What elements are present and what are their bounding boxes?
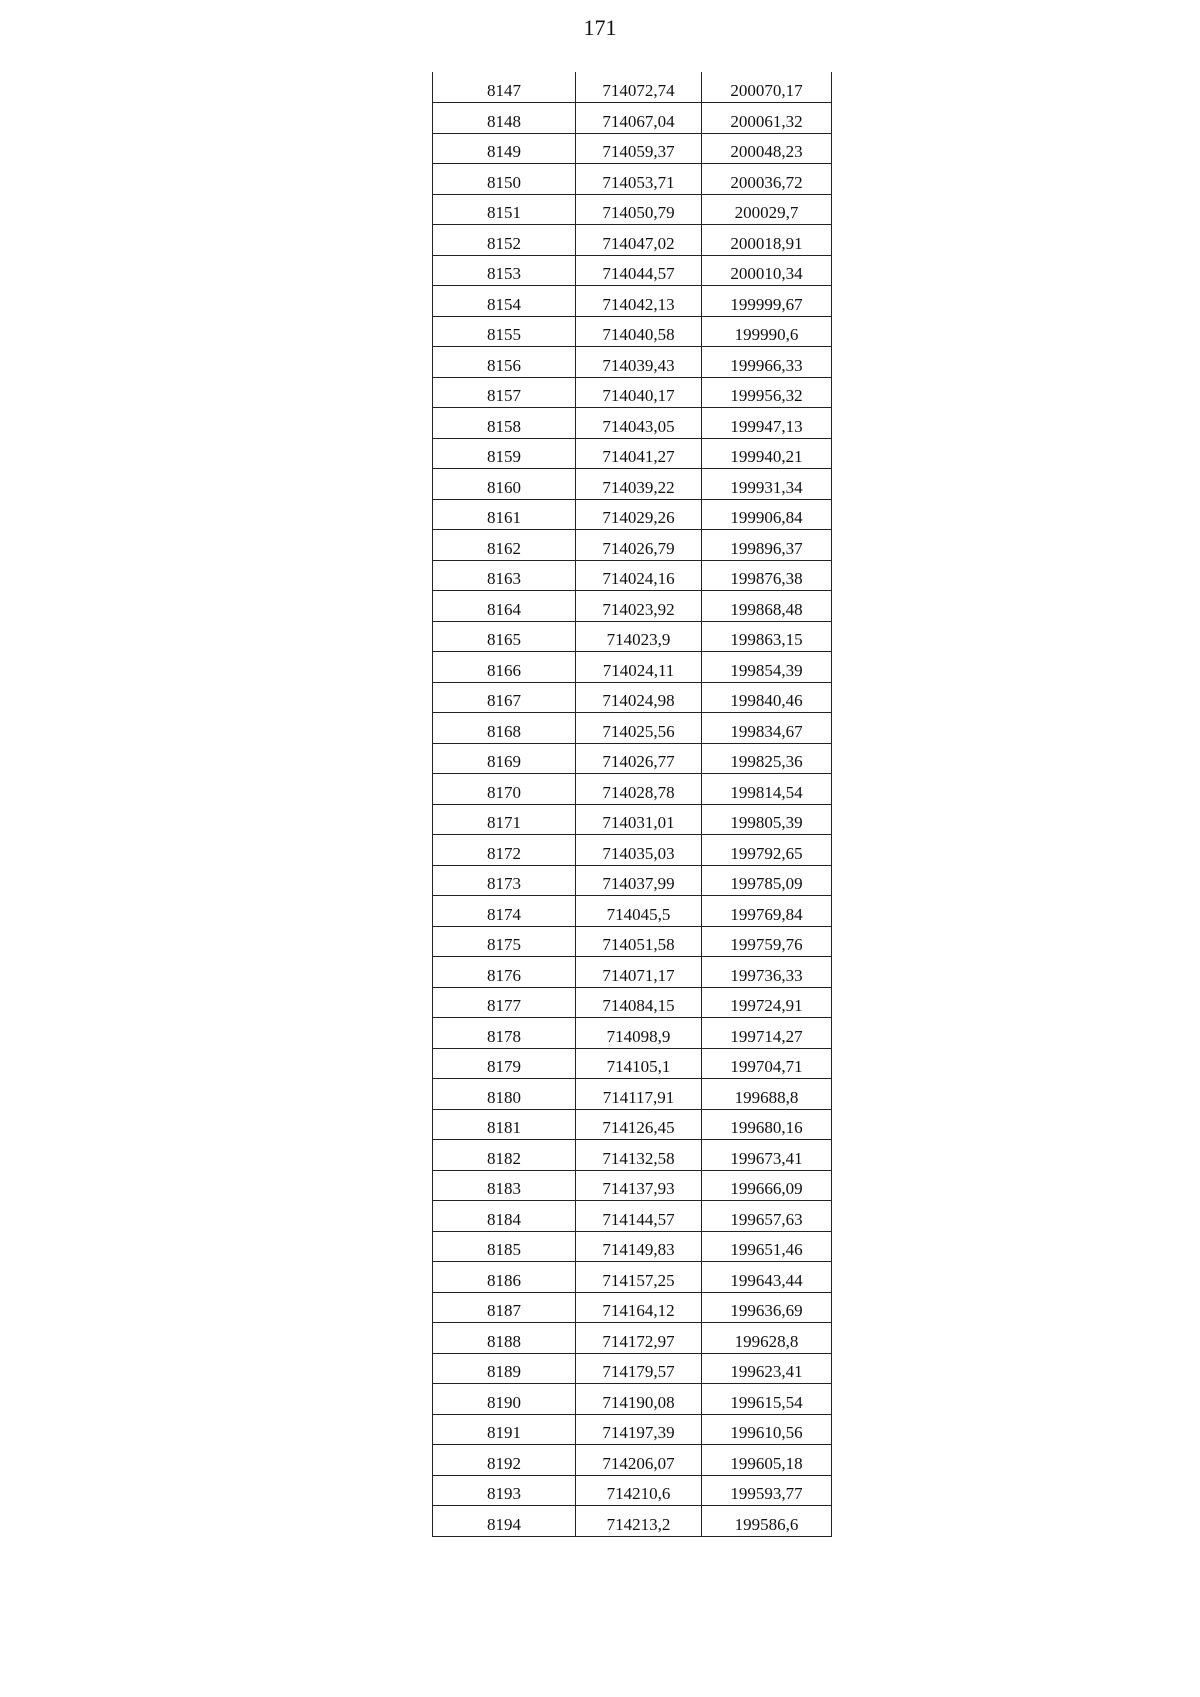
- x-coordinate-cell: 714044,57: [576, 255, 702, 286]
- y-coordinate-cell: 199759,76: [702, 926, 832, 957]
- x-coordinate-cell: 714026,77: [576, 743, 702, 774]
- point-number-cell: 8149: [433, 133, 576, 164]
- table-row: [433, 255, 832, 286]
- coordinates-table-body: [433, 72, 832, 1536]
- page-number: 171: [583, 15, 617, 40]
- table-row: [433, 194, 832, 225]
- x-coordinate-cell: 714072,74: [576, 72, 702, 103]
- table-row: [433, 316, 832, 347]
- x-coordinate-cell: 714132,58: [576, 1140, 702, 1171]
- y-coordinate-cell: 199966,33: [702, 347, 832, 378]
- y-coordinate-cell: 200010,34: [702, 255, 832, 286]
- table-row: [433, 1079, 832, 1110]
- y-coordinate-cell: 199680,16: [702, 1109, 832, 1140]
- x-coordinate-cell: 714023,9: [576, 621, 702, 652]
- point-number-cell: 8147: [433, 72, 576, 103]
- y-coordinate-cell: 199610,56: [702, 1414, 832, 1445]
- point-number-cell: 8164: [433, 591, 576, 622]
- table-row: [433, 1262, 832, 1293]
- table-row: [433, 1323, 832, 1354]
- table-row: [433, 835, 832, 866]
- table-row: [433, 164, 832, 195]
- point-number-cell: 8189: [433, 1353, 576, 1384]
- table-row: [433, 499, 832, 530]
- y-coordinate-cell: 199876,38: [702, 560, 832, 591]
- table-row: [433, 865, 832, 896]
- y-coordinate-cell: 199896,37: [702, 530, 832, 561]
- x-coordinate-cell: 714213,2: [576, 1506, 702, 1537]
- point-number-cell: 8160: [433, 469, 576, 500]
- x-coordinate-cell: 714050,79: [576, 194, 702, 225]
- point-number-cell: 8178: [433, 1018, 576, 1049]
- x-coordinate-cell: 714037,99: [576, 865, 702, 896]
- point-number-cell: 8153: [433, 255, 576, 286]
- point-number-cell: 8163: [433, 560, 576, 591]
- point-number-cell: 8188: [433, 1323, 576, 1354]
- table-row: [433, 1201, 832, 1232]
- y-coordinate-cell: 199586,6: [702, 1506, 832, 1537]
- y-coordinate-cell: 199666,09: [702, 1170, 832, 1201]
- x-coordinate-cell: 714031,01: [576, 804, 702, 835]
- y-coordinate-cell: 199840,46: [702, 682, 832, 713]
- y-coordinate-cell: 199736,33: [702, 957, 832, 988]
- x-coordinate-cell: 714035,03: [576, 835, 702, 866]
- x-coordinate-cell: 714041,27: [576, 438, 702, 469]
- y-coordinate-cell: 199805,39: [702, 804, 832, 835]
- table-row: [433, 438, 832, 469]
- y-coordinate-cell: 199643,44: [702, 1262, 832, 1293]
- y-coordinate-cell: 199724,91: [702, 987, 832, 1018]
- y-coordinate-cell: 200061,32: [702, 103, 832, 134]
- table-row: [433, 103, 832, 134]
- table-row: [433, 560, 832, 591]
- x-coordinate-cell: 714024,16: [576, 560, 702, 591]
- point-number-cell: 8192: [433, 1445, 576, 1476]
- x-coordinate-cell: 714098,9: [576, 1018, 702, 1049]
- x-coordinate-cell: 714051,58: [576, 926, 702, 957]
- x-coordinate-cell: 714025,56: [576, 713, 702, 744]
- x-coordinate-cell: 714164,12: [576, 1292, 702, 1323]
- table-row: [433, 804, 832, 835]
- y-coordinate-cell: 199947,13: [702, 408, 832, 439]
- y-coordinate-cell: 199605,18: [702, 1445, 832, 1476]
- point-number-cell: 8183: [433, 1170, 576, 1201]
- y-coordinate-cell: 199863,15: [702, 621, 832, 652]
- table-row: [433, 1292, 832, 1323]
- x-coordinate-cell: 714024,98: [576, 682, 702, 713]
- y-coordinate-cell: 199956,32: [702, 377, 832, 408]
- table-row: [433, 1231, 832, 1262]
- y-coordinate-cell: 200018,91: [702, 225, 832, 256]
- point-number-cell: 8179: [433, 1048, 576, 1079]
- y-coordinate-cell: 199769,84: [702, 896, 832, 927]
- table-row: [433, 1170, 832, 1201]
- point-number-cell: 8159: [433, 438, 576, 469]
- x-coordinate-cell: 714040,58: [576, 316, 702, 347]
- table-row: [433, 743, 832, 774]
- y-coordinate-cell: 199940,21: [702, 438, 832, 469]
- y-coordinate-cell: 200070,17: [702, 72, 832, 103]
- x-coordinate-cell: 714028,78: [576, 774, 702, 805]
- x-coordinate-cell: 714043,05: [576, 408, 702, 439]
- table-row: [433, 652, 832, 683]
- point-number-cell: 8155: [433, 316, 576, 347]
- point-number-cell: 8156: [433, 347, 576, 378]
- table-row: [433, 774, 832, 805]
- x-coordinate-cell: 714149,83: [576, 1231, 702, 1262]
- y-coordinate-cell: 199593,77: [702, 1475, 832, 1506]
- x-coordinate-cell: 714137,93: [576, 1170, 702, 1201]
- point-number-cell: 8150: [433, 164, 576, 195]
- y-coordinate-cell: 199834,67: [702, 713, 832, 744]
- y-coordinate-cell: 199615,54: [702, 1384, 832, 1415]
- y-coordinate-cell: 199623,41: [702, 1353, 832, 1384]
- table-row: [433, 1445, 832, 1476]
- x-coordinate-cell: 714071,17: [576, 957, 702, 988]
- y-coordinate-cell: 199688,8: [702, 1079, 832, 1110]
- table-row: [433, 621, 832, 652]
- point-number-cell: 8181: [433, 1109, 576, 1140]
- y-coordinate-cell: 199854,39: [702, 652, 832, 683]
- table-row: [433, 469, 832, 500]
- table-row: [433, 377, 832, 408]
- x-coordinate-cell: 714084,15: [576, 987, 702, 1018]
- table-row: [433, 1414, 832, 1445]
- table-row: [433, 926, 832, 957]
- table-row: [433, 530, 832, 561]
- table-row: [433, 1048, 832, 1079]
- point-number-cell: 8157: [433, 377, 576, 408]
- point-number-cell: 8151: [433, 194, 576, 225]
- x-coordinate-cell: 714179,57: [576, 1353, 702, 1384]
- point-number-cell: 8158: [433, 408, 576, 439]
- point-number-cell: 8162: [433, 530, 576, 561]
- x-coordinate-cell: 714026,79: [576, 530, 702, 561]
- point-number-cell: 8152: [433, 225, 576, 256]
- y-coordinate-cell: 199814,54: [702, 774, 832, 805]
- point-number-cell: 8167: [433, 682, 576, 713]
- y-coordinate-cell: 199785,09: [702, 865, 832, 896]
- x-coordinate-cell: 714210,6: [576, 1475, 702, 1506]
- x-coordinate-cell: 714039,43: [576, 347, 702, 378]
- table-row: [433, 72, 832, 103]
- x-coordinate-cell: 714029,26: [576, 499, 702, 530]
- x-coordinate-cell: 714042,13: [576, 286, 702, 317]
- table-row: [433, 1353, 832, 1384]
- y-coordinate-cell: 199651,46: [702, 1231, 832, 1262]
- table-row: [433, 987, 832, 1018]
- y-coordinate-cell: 199999,67: [702, 286, 832, 317]
- point-number-cell: 8166: [433, 652, 576, 683]
- point-number-cell: 8161: [433, 499, 576, 530]
- point-number-cell: 8175: [433, 926, 576, 957]
- point-number-cell: 8182: [433, 1140, 576, 1171]
- point-number-cell: 8180: [433, 1079, 576, 1110]
- table-row: [433, 1018, 832, 1049]
- point-number-cell: 8191: [433, 1414, 576, 1445]
- table-row: [433, 1140, 832, 1171]
- x-coordinate-cell: 714206,07: [576, 1445, 702, 1476]
- x-coordinate-cell: 714059,37: [576, 133, 702, 164]
- y-coordinate-cell: 199704,71: [702, 1048, 832, 1079]
- x-coordinate-cell: 714172,97: [576, 1323, 702, 1354]
- x-coordinate-cell: 714157,25: [576, 1262, 702, 1293]
- x-coordinate-cell: 714117,91: [576, 1079, 702, 1110]
- point-number-cell: 8176: [433, 957, 576, 988]
- y-coordinate-cell: 199868,48: [702, 591, 832, 622]
- y-coordinate-cell: 199931,34: [702, 469, 832, 500]
- point-number-cell: 8148: [433, 103, 576, 134]
- y-coordinate-cell: 199636,69: [702, 1292, 832, 1323]
- y-coordinate-cell: 199825,36: [702, 743, 832, 774]
- point-number-cell: 8185: [433, 1231, 576, 1262]
- point-number-cell: 8165: [433, 621, 576, 652]
- x-coordinate-cell: 714190,08: [576, 1384, 702, 1415]
- point-number-cell: 8184: [433, 1201, 576, 1232]
- point-number-cell: 8187: [433, 1292, 576, 1323]
- y-coordinate-cell: 200036,72: [702, 164, 832, 195]
- point-number-cell: 8169: [433, 743, 576, 774]
- x-coordinate-cell: 714053,71: [576, 164, 702, 195]
- table-row: [433, 713, 832, 744]
- x-coordinate-cell: 714040,17: [576, 377, 702, 408]
- x-coordinate-cell: 714197,39: [576, 1414, 702, 1445]
- point-number-cell: 8190: [433, 1384, 576, 1415]
- y-coordinate-cell: 199906,84: [702, 499, 832, 530]
- y-coordinate-cell: 199792,65: [702, 835, 832, 866]
- y-coordinate-cell: 199714,27: [702, 1018, 832, 1049]
- x-coordinate-cell: 714039,22: [576, 469, 702, 500]
- point-number-cell: 8170: [433, 774, 576, 805]
- x-coordinate-cell: 714045,5: [576, 896, 702, 927]
- x-coordinate-cell: 714126,45: [576, 1109, 702, 1140]
- point-number-cell: 8171: [433, 804, 576, 835]
- x-coordinate-cell: 714067,04: [576, 103, 702, 134]
- table-row: [433, 286, 832, 317]
- table-row: [433, 1475, 832, 1506]
- x-coordinate-cell: 714024,11: [576, 652, 702, 683]
- table-row: [433, 347, 832, 378]
- x-coordinate-cell: 714047,02: [576, 225, 702, 256]
- point-number-cell: 8173: [433, 865, 576, 896]
- table-row: [433, 1384, 832, 1415]
- y-coordinate-cell: 200048,23: [702, 133, 832, 164]
- table-row: [433, 1109, 832, 1140]
- y-coordinate-cell: 199673,41: [702, 1140, 832, 1171]
- x-coordinate-cell: 714105,1: [576, 1048, 702, 1079]
- point-number-cell: 8154: [433, 286, 576, 317]
- y-coordinate-cell: 199990,6: [702, 316, 832, 347]
- point-number-cell: 8194: [433, 1506, 576, 1537]
- coordinates-table: [432, 72, 832, 1537]
- x-coordinate-cell: 714023,92: [576, 591, 702, 622]
- table-row: [433, 133, 832, 164]
- point-number-cell: 8193: [433, 1475, 576, 1506]
- y-coordinate-cell: 199657,63: [702, 1201, 832, 1232]
- x-coordinate-cell: 714144,57: [576, 1201, 702, 1232]
- point-number-cell: 8186: [433, 1262, 576, 1293]
- table-row: [433, 225, 832, 256]
- table-row: [433, 682, 832, 713]
- point-number-cell: 8177: [433, 987, 576, 1018]
- y-coordinate-cell: 200029,7: [702, 194, 832, 225]
- table-row: [433, 957, 832, 988]
- y-coordinate-cell: 199628,8: [702, 1323, 832, 1354]
- point-number-cell: 8174: [433, 896, 576, 927]
- point-number-cell: 8172: [433, 835, 576, 866]
- table-row: [433, 1506, 832, 1537]
- point-number-cell: 8168: [433, 713, 576, 744]
- table-row: [433, 896, 832, 927]
- table-row: [433, 591, 832, 622]
- table-row: [433, 408, 832, 439]
